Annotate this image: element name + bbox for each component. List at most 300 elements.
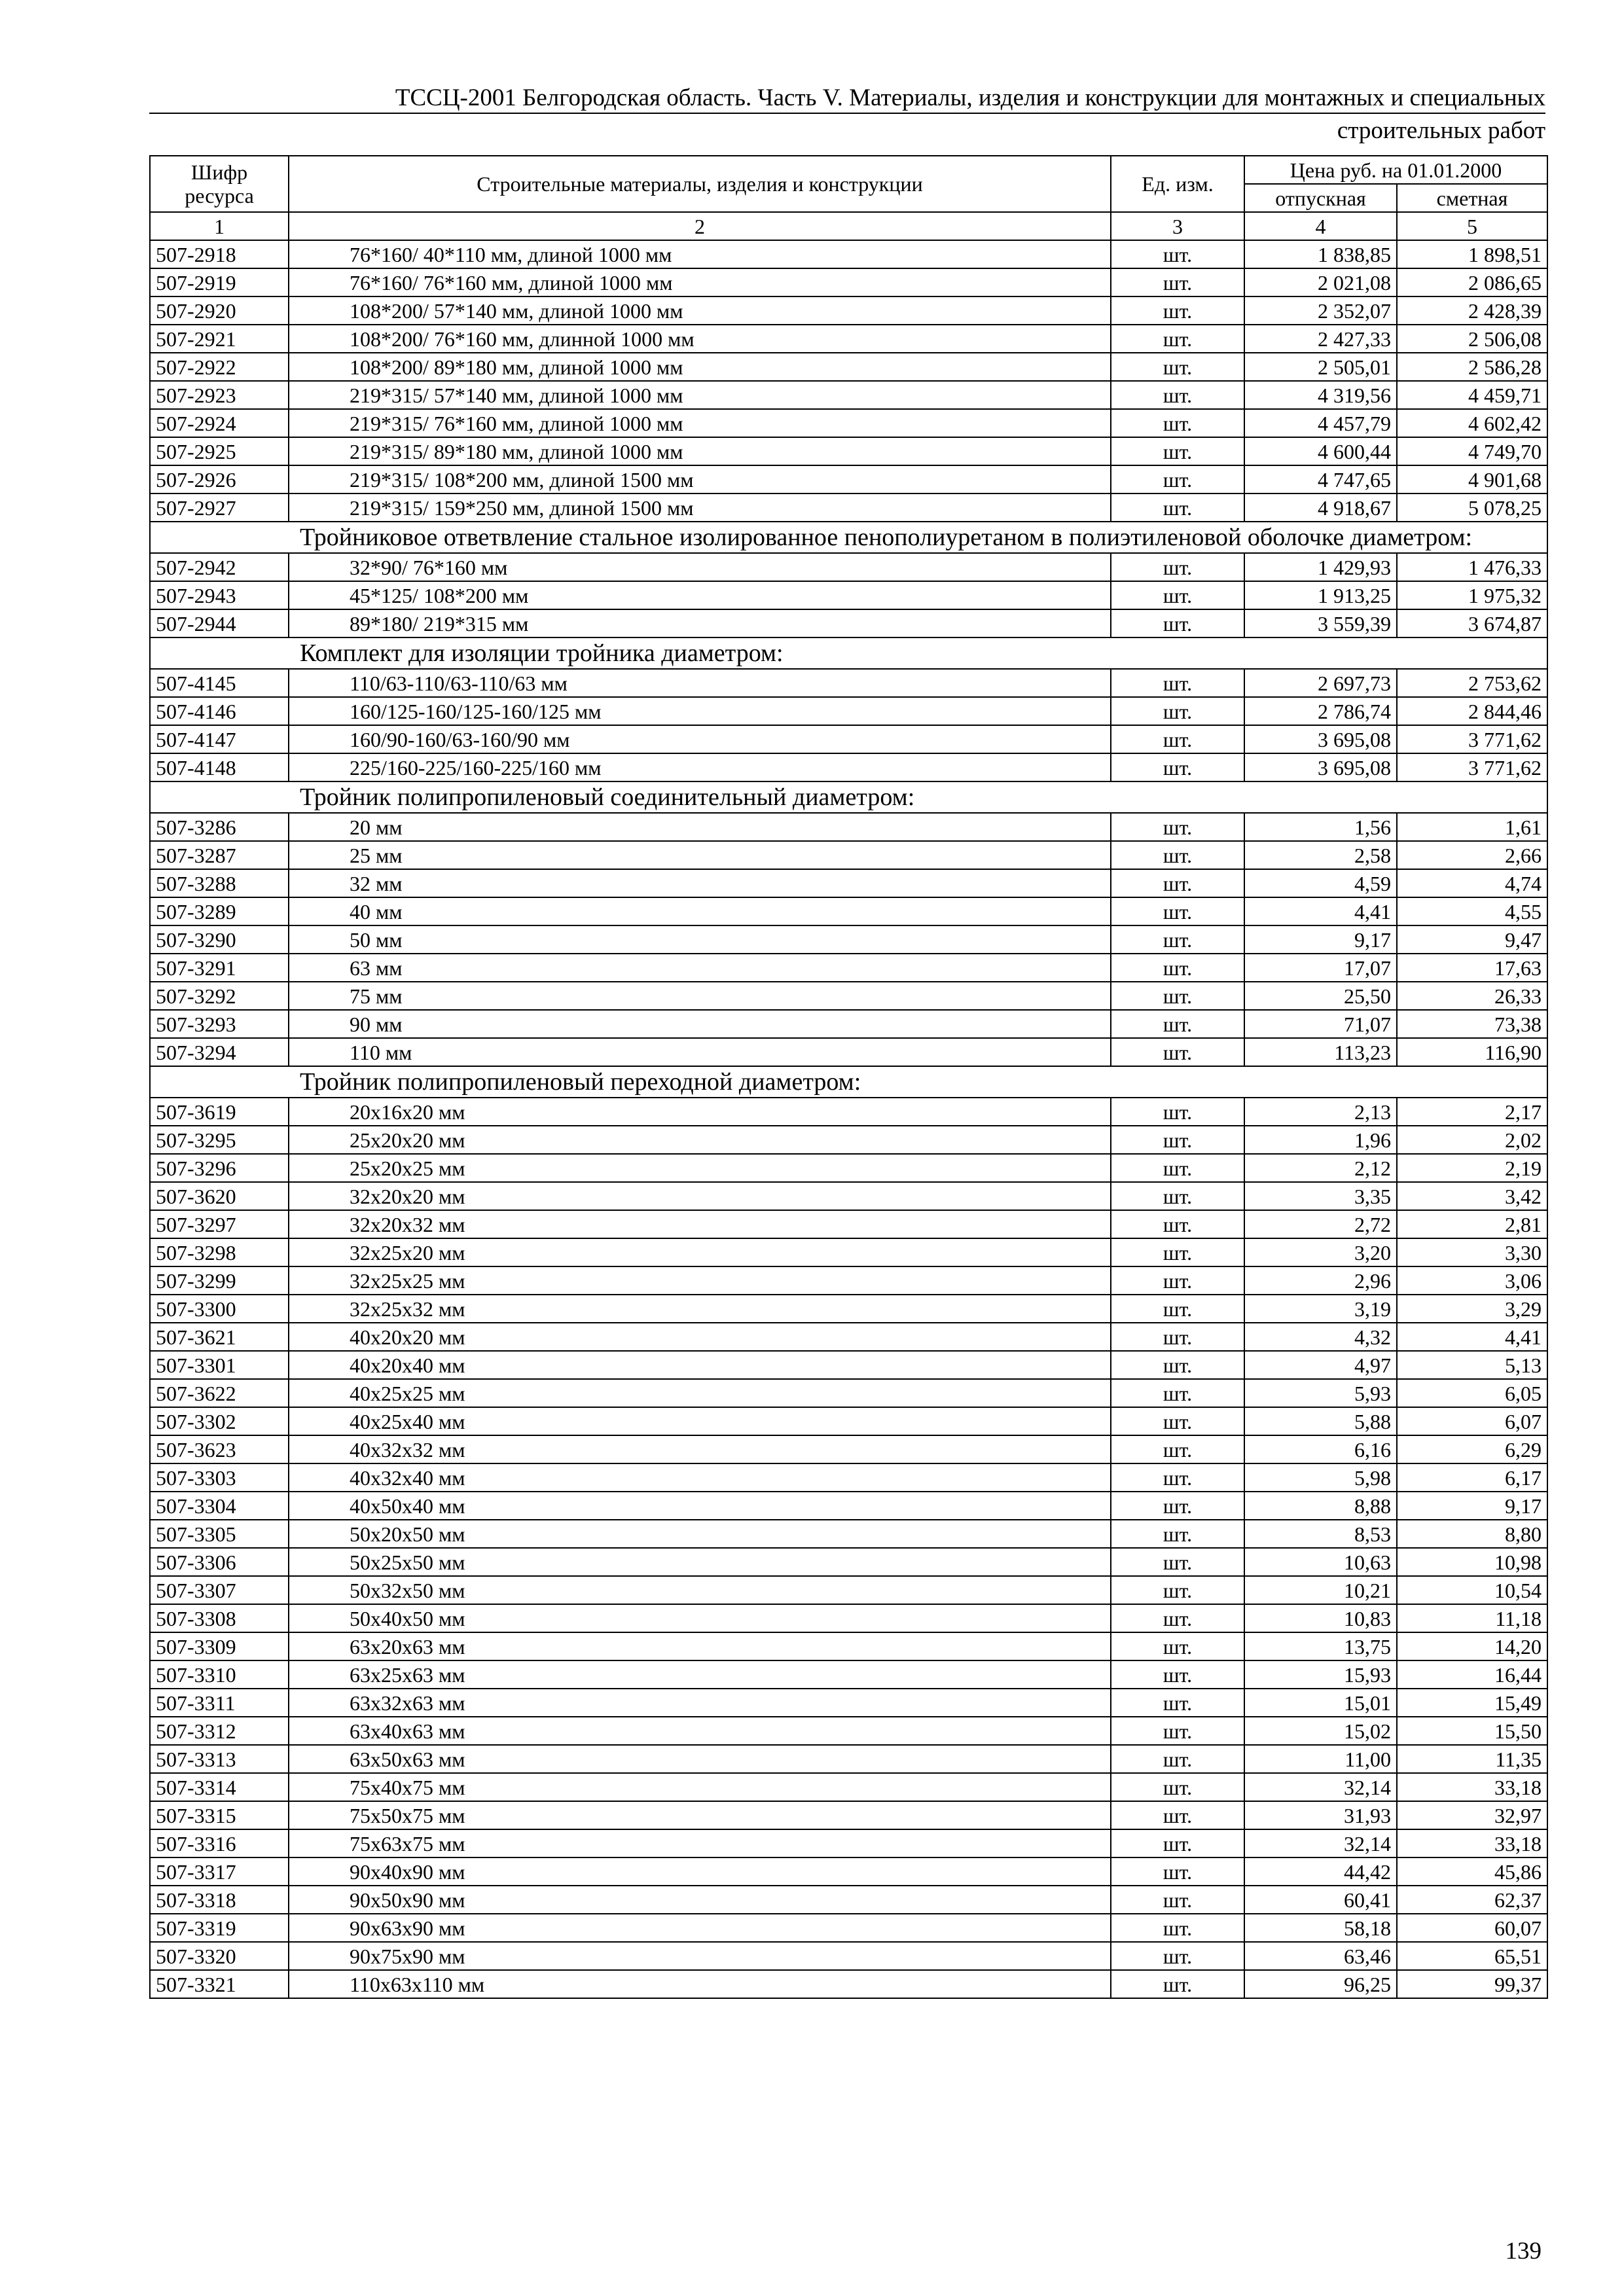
material-name-cell: 32х25х32 мм [289,1295,1111,1323]
resource-code-cell: 507-4146 [150,697,289,725]
table-row [150,1604,1547,1632]
table-row [150,353,1547,381]
material-name-cell: 110х63х110 мм [289,1970,1111,1998]
release-price-cell: 1 838,85 [1244,240,1397,268]
header-title: ТССЦ-2001 Белгородская область. Часть V. Материалы, изделия и конструкции для монтажных и специальных [395,84,1545,111]
release-price-cell: 8,53 [1244,1520,1397,1548]
release-price-cell: 5,88 [1244,1407,1397,1435]
estimate-price-cell: 2 086,65 [1397,268,1547,296]
resource-code-cell: 507-3304 [150,1492,289,1520]
material-name-cell: 40х32х40 мм [289,1463,1111,1492]
material-name-cell: 45*125/ 108*200 мм [289,581,1111,609]
resource-code-cell: 507-3297 [150,1210,289,1238]
release-price-cell: 96,25 [1244,1970,1397,1998]
resource-code-cell: 507-2942 [150,553,289,581]
estimate-price-cell: 5,13 [1397,1351,1547,1379]
col-index: 1 [150,212,289,240]
table-row [150,1520,1547,1548]
estimate-price-cell: 6,05 [1397,1379,1547,1407]
release-price-cell: 31,93 [1244,1801,1397,1829]
unit-cell: шт. [1111,925,1244,954]
unit-cell: шт. [1111,813,1244,841]
resource-code-cell: 507-3292 [150,982,289,1010]
release-price-cell: 15,02 [1244,1717,1397,1745]
table-row [150,1463,1547,1492]
unit-cell: шт. [1111,753,1244,781]
unit-cell: шт. [1111,1801,1244,1829]
section-heading-row [150,522,1547,553]
estimate-price-cell: 6,07 [1397,1407,1547,1435]
resource-code-cell: 507-3296 [150,1154,289,1182]
table-row [150,1038,1547,1066]
material-name-cell: 108*200/ 57*140 мм, длиной 1000 мм [289,296,1111,325]
table-row [150,1801,1547,1829]
unit-cell: шт. [1111,325,1244,353]
material-name-cell: 25х20х20 мм [289,1126,1111,1154]
table-row [150,1717,1547,1745]
release-price-cell: 10,63 [1244,1548,1397,1576]
estimate-price-cell: 4,55 [1397,897,1547,925]
resource-code-cell: 507-3295 [150,1126,289,1154]
table-row [150,753,1547,781]
estimate-price-cell: 1 975,32 [1397,581,1547,609]
unit-cell: шт. [1111,1548,1244,1576]
section-heading: Комплект для изоляции тройника диаметром: [150,637,1547,669]
estimate-price-cell: 14,20 [1397,1632,1547,1660]
material-name-cell: 32х25х25 мм [289,1266,1111,1295]
unit-cell: шт. [1111,1238,1244,1266]
table-row [150,493,1547,522]
estimate-price-cell: 3,30 [1397,1238,1547,1266]
unit-cell: шт. [1111,1520,1244,1548]
estimate-price-cell: 2 753,62 [1397,669,1547,697]
material-name-cell: 40х20х20 мм [289,1323,1111,1351]
resource-code-cell: 507-3313 [150,1745,289,1773]
release-price-cell: 1 429,93 [1244,553,1397,581]
resource-code-cell: 507-3310 [150,1660,289,1689]
estimate-price-cell: 4 901,68 [1397,465,1547,493]
estimate-price-cell: 4 602,42 [1397,409,1547,437]
table-row [150,1632,1547,1660]
release-price-cell: 3,20 [1244,1238,1397,1266]
release-price-cell: 10,21 [1244,1576,1397,1604]
resource-code-cell: 507-3306 [150,1548,289,1576]
estimate-price-cell: 2 506,08 [1397,325,1547,353]
release-price-cell: 10,83 [1244,1604,1397,1632]
release-price-cell: 2,72 [1244,1210,1397,1238]
estimate-price-cell: 2 428,39 [1397,296,1547,325]
unit-cell: шт. [1111,1632,1244,1660]
resource-code-cell: 507-3289 [150,897,289,925]
estimate-price-cell: 15,50 [1397,1717,1547,1745]
resource-code-cell: 507-2921 [150,325,289,353]
release-price-cell: 60,41 [1244,1886,1397,1914]
material-name-cell: 225/160-225/160-225/160 мм [289,753,1111,781]
table-row [150,1970,1547,1998]
running-header [149,84,1545,114]
table-row [150,465,1547,493]
table-row [150,1098,1547,1126]
unit-cell: шт. [1111,669,1244,697]
resource-code-cell: 507-3301 [150,1351,289,1379]
table-row [150,437,1547,465]
table-row [150,1266,1547,1295]
estimate-price-cell: 9,17 [1397,1492,1547,1520]
estimate-price-cell: 65,51 [1397,1942,1547,1970]
section-heading-row [150,637,1547,669]
unit-cell: шт. [1111,1914,1244,1942]
release-price-cell: 4 319,56 [1244,381,1397,409]
material-name-cell: 32 мм [289,869,1111,897]
resource-code-cell: 507-3299 [150,1266,289,1295]
material-name-cell: 75х63х75 мм [289,1829,1111,1857]
material-name-cell: 50х40х50 мм [289,1604,1111,1632]
estimate-price-cell: 3 771,62 [1397,753,1547,781]
unit-cell: шт. [1111,1970,1244,1998]
estimate-price-cell: 3,42 [1397,1182,1547,1210]
material-name-cell: 25 мм [289,841,1111,869]
material-name-cell: 108*200/ 76*160 мм, длинной 1000 мм [289,325,1111,353]
release-price-cell: 4,59 [1244,869,1397,897]
release-price-cell: 2,96 [1244,1266,1397,1295]
release-price-cell: 2 427,33 [1244,325,1397,353]
resource-code-cell: 507-3303 [150,1463,289,1492]
estimate-price-cell: 3,29 [1397,1295,1547,1323]
table-row [150,1182,1547,1210]
table-row [150,813,1547,841]
resource-code-cell: 507-2920 [150,296,289,325]
table-row [150,1154,1547,1182]
resource-code-cell: 507-3294 [150,1038,289,1066]
resource-code-cell: 507-3308 [150,1604,289,1632]
resource-code-cell: 507-3314 [150,1773,289,1801]
table-row [150,1857,1547,1886]
material-name-cell: 160/90-160/63-160/90 мм [289,725,1111,753]
table-row [150,1379,1547,1407]
table-row [150,1773,1547,1801]
resource-code-cell: 507-3319 [150,1914,289,1942]
section-heading-row [150,781,1547,813]
release-price-cell: 2,12 [1244,1154,1397,1182]
section-heading: Тройник полипропиленовый переходной диаметром: [150,1066,1547,1098]
table-row [150,982,1547,1010]
table-row [150,381,1547,409]
material-name-cell: 219*315/ 57*140 мм, длиной 1000 мм [289,381,1111,409]
resource-code-cell: 507-3309 [150,1632,289,1660]
unit-cell: шт. [1111,897,1244,925]
release-price-cell: 2 697,73 [1244,669,1397,697]
material-name-cell: 110/63-110/63-110/63 мм [289,669,1111,697]
release-price-cell: 2 786,74 [1244,697,1397,725]
material-name-cell: 50 мм [289,925,1111,954]
table-row [150,1942,1547,1970]
table-row [150,1210,1547,1238]
material-name-cell: 63 мм [289,954,1111,982]
table-row [150,240,1547,268]
table-row [150,268,1547,296]
col-header-unit: Ед. изм. [1111,156,1244,212]
estimate-price-cell: 4 749,70 [1397,437,1547,465]
resource-code-cell: 507-2943 [150,581,289,609]
estimate-price-cell: 2,19 [1397,1154,1547,1182]
resource-code-cell: 507-3311 [150,1689,289,1717]
material-name-cell: 160/125-160/125-160/125 мм [289,697,1111,725]
col-header-code: Шифр ресурса [150,156,289,212]
material-name-cell: 63х25х63 мм [289,1660,1111,1689]
table-row [150,1010,1547,1038]
resource-code-cell: 507-3293 [150,1010,289,1038]
unit-cell: шт. [1111,1660,1244,1689]
table-row [150,669,1547,697]
unit-cell: шт. [1111,1098,1244,1126]
estimate-price-cell: 33,18 [1397,1773,1547,1801]
release-price-cell: 4 457,79 [1244,409,1397,437]
unit-cell: шт. [1111,1266,1244,1295]
table-row [150,581,1547,609]
unit-cell: шт. [1111,553,1244,581]
col-index: 5 [1397,212,1547,240]
resource-code-cell: 507-4147 [150,725,289,753]
release-price-cell: 2,58 [1244,841,1397,869]
unit-cell: шт. [1111,268,1244,296]
resource-code-cell: 507-3287 [150,841,289,869]
release-price-cell: 5,93 [1244,1379,1397,1407]
material-name-cell: 219*315/ 108*200 мм, длиной 1500 мм [289,465,1111,493]
resource-code-cell: 507-3620 [150,1182,289,1210]
unit-cell: шт. [1111,1604,1244,1632]
resource-code-cell: 507-3312 [150,1717,289,1745]
unit-cell: шт. [1111,353,1244,381]
table-row [150,869,1547,897]
estimate-price-cell: 4,41 [1397,1323,1547,1351]
estimate-price-cell: 16,44 [1397,1660,1547,1689]
material-name-cell: 219*315/ 76*160 мм, длиной 1000 мм [289,409,1111,437]
price-table [149,155,1548,1999]
resource-code-cell: 507-3316 [150,1829,289,1857]
resource-code-cell: 507-2927 [150,493,289,522]
unit-cell: шт. [1111,697,1244,725]
col-header-name: Строительные материалы, изделия и конструкции [289,156,1111,212]
estimate-price-cell: 62,37 [1397,1886,1547,1914]
material-name-cell: 25х20х25 мм [289,1154,1111,1182]
estimate-price-cell: 15,49 [1397,1689,1547,1717]
material-name-cell: 76*160/ 40*110 мм, длиной 1000 мм [289,240,1111,268]
material-name-cell: 20 мм [289,813,1111,841]
material-name-cell: 219*315/ 89*180 мм, длиной 1000 мм [289,437,1111,465]
resource-code-cell: 507-2944 [150,609,289,637]
unit-cell: шт. [1111,1182,1244,1210]
material-name-cell: 50х25х50 мм [289,1548,1111,1576]
estimate-price-cell: 11,18 [1397,1604,1547,1632]
material-name-cell: 90х50х90 мм [289,1886,1111,1914]
release-price-cell: 3 695,08 [1244,753,1397,781]
unit-cell: шт. [1111,1435,1244,1463]
resource-code-cell: 507-3307 [150,1576,289,1604]
release-price-cell: 32,14 [1244,1773,1397,1801]
unit-cell: шт. [1111,869,1244,897]
col-header-price: Цена руб. на 01.01.2000 [1244,156,1547,184]
estimate-price-cell: 2 844,46 [1397,697,1547,725]
release-price-cell: 58,18 [1244,1914,1397,1942]
estimate-price-cell: 2,81 [1397,1210,1547,1238]
release-price-cell: 4,97 [1244,1351,1397,1379]
resource-code-cell: 507-3318 [150,1886,289,1914]
release-price-cell: 3,35 [1244,1182,1397,1210]
material-name-cell: 75х40х75 мм [289,1773,1111,1801]
estimate-price-cell: 3,06 [1397,1266,1547,1295]
release-price-cell: 3 695,08 [1244,725,1397,753]
unit-cell: шт. [1111,296,1244,325]
release-price-cell: 1 913,25 [1244,581,1397,609]
section-heading: Тройник полипропиленовый соединительный диаметром: [150,781,1547,813]
unit-cell: шт. [1111,1773,1244,1801]
unit-cell: шт. [1111,1857,1244,1886]
table-row [150,1323,1547,1351]
table-row [150,1829,1547,1857]
unit-cell: шт. [1111,841,1244,869]
col-index: 2 [289,212,1111,240]
release-price-cell: 63,46 [1244,1942,1397,1970]
estimate-price-cell: 60,07 [1397,1914,1547,1942]
resource-code-cell: 507-2918 [150,240,289,268]
resource-code-cell: 507-2922 [150,353,289,381]
material-name-cell: 63х32х63 мм [289,1689,1111,1717]
unit-cell: шт. [1111,1154,1244,1182]
table-row [150,1660,1547,1689]
resource-code-cell: 507-2919 [150,268,289,296]
material-name-cell: 110 мм [289,1038,1111,1066]
material-name-cell: 63х20х63 мм [289,1632,1111,1660]
unit-cell: шт. [1111,1829,1244,1857]
unit-cell: шт. [1111,725,1244,753]
estimate-price-cell: 6,17 [1397,1463,1547,1492]
col-index: 3 [1111,212,1244,240]
release-price-cell: 1,96 [1244,1126,1397,1154]
estimate-price-cell: 3 674,87 [1397,609,1547,637]
estimate-price-cell: 5 078,25 [1397,493,1547,522]
estimate-price-cell: 2,02 [1397,1126,1547,1154]
material-name-cell: 50х32х50 мм [289,1576,1111,1604]
release-price-cell: 8,88 [1244,1492,1397,1520]
table-row [150,1745,1547,1773]
estimate-price-cell: 99,37 [1397,1970,1547,1998]
material-name-cell: 40х25х40 мм [289,1407,1111,1435]
release-price-cell: 4,41 [1244,897,1397,925]
material-name-cell: 63х50х63 мм [289,1745,1111,1773]
estimate-price-cell: 45,86 [1397,1857,1547,1886]
unit-cell: шт. [1111,1745,1244,1773]
table-row [150,1886,1547,1914]
material-name-cell: 108*200/ 89*180 мм, длиной 1000 мм [289,353,1111,381]
unit-cell: шт. [1111,465,1244,493]
unit-cell: шт. [1111,954,1244,982]
table-row [150,1548,1547,1576]
estimate-price-cell: 32,97 [1397,1801,1547,1829]
material-name-cell: 90х40х90 мм [289,1857,1111,1886]
unit-cell: шт. [1111,1351,1244,1379]
section-heading-row [150,1066,1547,1098]
material-name-cell: 40х25х25 мм [289,1379,1111,1407]
table-row [150,697,1547,725]
estimate-price-cell: 1,61 [1397,813,1547,841]
estimate-price-cell: 26,33 [1397,982,1547,1010]
resource-code-cell: 507-3300 [150,1295,289,1323]
unit-cell: шт. [1111,1576,1244,1604]
estimate-price-cell: 2 586,28 [1397,353,1547,381]
unit-cell: шт. [1111,1407,1244,1435]
estimate-price-cell: 9,47 [1397,925,1547,954]
material-name-cell: 40х50х40 мм [289,1492,1111,1520]
unit-cell: шт. [1111,437,1244,465]
header-title-continuation: строительных работ [1337,117,1545,144]
resource-code-cell: 507-2924 [150,409,289,437]
release-price-cell: 2 352,07 [1244,296,1397,325]
table-row [150,325,1547,353]
release-price-cell: 4 600,44 [1244,437,1397,465]
unit-cell: шт. [1111,1210,1244,1238]
release-price-cell: 3,19 [1244,1295,1397,1323]
release-price-cell: 25,50 [1244,982,1397,1010]
table-row [150,553,1547,581]
resource-code-cell: 507-3623 [150,1435,289,1463]
release-price-cell: 15,93 [1244,1660,1397,1689]
resource-code-cell: 507-3291 [150,954,289,982]
release-price-cell: 4 747,65 [1244,465,1397,493]
estimate-price-cell: 3 771,62 [1397,725,1547,753]
table-row [150,1689,1547,1717]
col-header-estimate-price: сметная [1397,184,1547,212]
estimate-price-cell: 11,35 [1397,1745,1547,1773]
table-row [150,1407,1547,1435]
unit-cell: шт. [1111,1689,1244,1717]
estimate-price-cell: 4 459,71 [1397,381,1547,409]
section-heading: Тройниковое ответвление стальное изолированное пенополиуретаном в полиэтиленовой оболочке диаметром: [150,522,1547,553]
release-price-cell: 71,07 [1244,1010,1397,1038]
resource-code-cell: 507-2923 [150,381,289,409]
unit-cell: шт. [1111,1323,1244,1351]
release-price-cell: 9,17 [1244,925,1397,954]
material-name-cell: 219*315/ 159*250 мм, длиной 1500 мм [289,493,1111,522]
unit-cell: шт. [1111,609,1244,637]
material-name-cell: 63х40х63 мм [289,1717,1111,1745]
unit-cell: шт. [1111,1038,1244,1066]
material-name-cell: 76*160/ 76*160 мм, длиной 1000 мм [289,268,1111,296]
unit-cell: шт. [1111,982,1244,1010]
release-price-cell: 6,16 [1244,1435,1397,1463]
material-name-cell: 75х50х75 мм [289,1801,1111,1829]
unit-cell: шт. [1111,1492,1244,1520]
resource-code-cell: 507-3317 [150,1857,289,1886]
unit-cell: шт. [1111,581,1244,609]
resource-code-cell: 507-3298 [150,1238,289,1266]
release-price-cell: 32,14 [1244,1829,1397,1857]
material-name-cell: 32х25х20 мм [289,1238,1111,1266]
resource-code-cell: 507-3621 [150,1323,289,1351]
unit-cell: шт. [1111,493,1244,522]
material-name-cell: 32х20х20 мм [289,1182,1111,1210]
table-row [150,1295,1547,1323]
resource-code-cell: 507-3286 [150,813,289,841]
unit-cell: шт. [1111,1010,1244,1038]
resource-code-cell: 507-3315 [150,1801,289,1829]
estimate-price-cell: 4,74 [1397,869,1547,897]
unit-cell: шт. [1111,1295,1244,1323]
release-price-cell: 15,01 [1244,1689,1397,1717]
resource-code-cell: 507-3302 [150,1407,289,1435]
release-price-cell: 2,13 [1244,1098,1397,1126]
resource-code-cell: 507-3288 [150,869,289,897]
material-name-cell: 40х32х32 мм [289,1435,1111,1463]
